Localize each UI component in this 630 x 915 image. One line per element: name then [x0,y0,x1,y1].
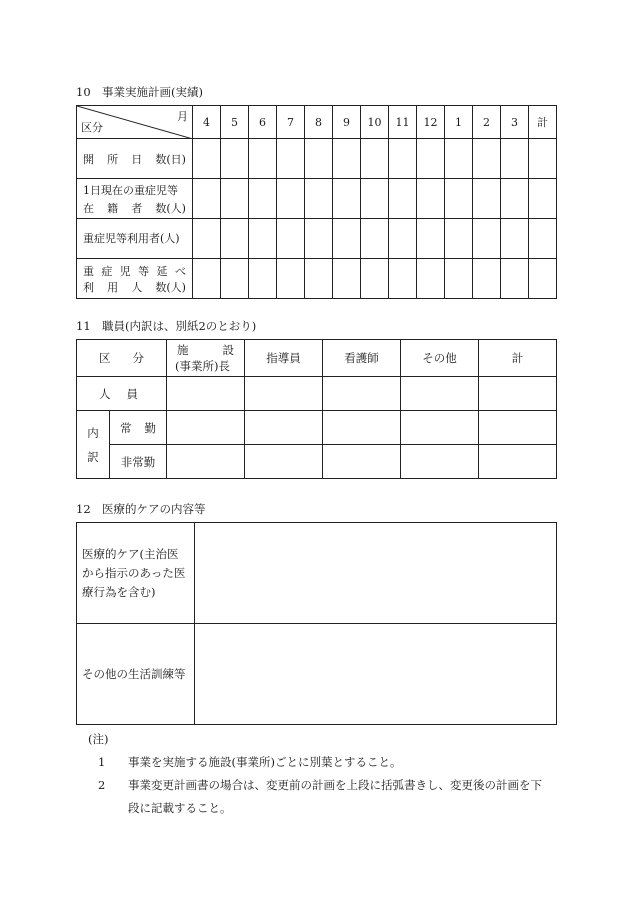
data-cell[interactable] [417,219,445,259]
section-11-title [76,318,256,334]
medical-care-table [76,522,557,725]
row-label-open-days [77,139,193,179]
data-cell[interactable] [361,219,389,259]
data-cell[interactable] [529,179,557,219]
data-cell[interactable] [323,377,401,411]
data-cell[interactable] [193,179,221,219]
month-header: 8 [305,106,333,139]
data-cell[interactable] [401,377,479,411]
data-cell[interactable] [277,219,305,259]
data-cell[interactable] [529,219,557,259]
label-char: 者 [131,202,143,215]
label-char: 数(人) [155,280,186,294]
section-title-text: 事業実施計画(実績) [102,85,203,99]
medical-care-content-cell[interactable] [195,523,557,624]
data-cell[interactable] [417,259,445,299]
label-char: 用 [107,280,119,294]
month-header: 3 [501,106,529,139]
data-cell[interactable] [479,445,557,479]
data-cell[interactable] [473,139,501,179]
data-cell[interactable] [445,139,473,179]
section-number: 12 [76,502,91,516]
month-header: 11 [389,106,417,139]
table-row-enrolled [77,179,557,219]
month-header: 9 [333,106,361,139]
month-header: 6 [249,106,277,139]
header-nurse: 看護師 [323,340,401,377]
label-line: 療行為を含む) [82,584,156,599]
month-header: 12 [417,106,445,139]
section-title-text: 医療的ケアの内容等 [102,502,206,516]
data-cell[interactable] [221,139,249,179]
note-text: 事業を実施する施設(事業所)ごとに別葉とすること。 [128,755,402,769]
month-header: 7 [277,106,305,139]
note-number: 2 [98,778,106,792]
note-text-continued: 段に記載すること。 [128,801,232,815]
data-cell[interactable] [333,219,361,259]
data-cell[interactable] [245,411,323,445]
table-row-total-users [77,259,557,299]
label-char: 児 [119,264,131,278]
label-char: 等 [138,264,150,278]
data-cell[interactable] [305,179,333,219]
row-label-life-training: その他の生活訓練等 [77,624,195,725]
label-line: から指示のあった医 [82,565,186,580]
data-cell[interactable] [479,411,557,445]
row-label-fulltime [110,411,167,445]
data-cell[interactable] [501,219,529,259]
corner-month-label: 月 [177,110,188,123]
label-char: べ [174,264,186,278]
business-plan-table [76,105,557,299]
notes [88,728,558,820]
corner-header-cell [77,106,193,139]
label-line: (事業所)長 [175,359,230,373]
header-category [77,340,167,377]
staff-row-fulltime [77,411,557,445]
data-cell[interactable] [361,139,389,179]
label-char: 常 [120,420,132,435]
label-char: 内 [87,425,99,440]
label-char: 延 [156,264,168,278]
label-char: 在 [83,202,94,215]
row-label-staff [77,377,167,411]
data-cell[interactable] [389,219,417,259]
label-char: 施 [177,343,189,357]
data-cell[interactable] [277,139,305,179]
label-char: 人 [99,386,111,401]
data-cell[interactable] [245,445,323,479]
data-cell[interactable] [501,259,529,299]
label-char: 区 [99,351,111,365]
data-cell[interactable] [417,179,445,219]
row-label-parttime: 非常勤 [110,445,167,479]
data-cell[interactable] [167,377,245,411]
section-number: 10 [76,85,91,99]
label-line: 1日現在の重症児等 [83,184,178,197]
table-row-open-days [77,139,557,179]
data-cell[interactable] [529,139,557,179]
note-item [88,751,558,774]
section-title-text: 職員(内訳は、別紙2のとおり) [102,319,257,333]
data-cell[interactable] [401,445,479,479]
data-cell[interactable] [193,219,221,259]
month-header: 1 [445,106,473,139]
section-12-title [76,501,206,517]
data-cell[interactable] [389,179,417,219]
data-cell[interactable] [323,411,401,445]
row-label-total-users [77,259,193,299]
label-line: 重症児等利用者(人) [83,232,180,245]
data-cell[interactable] [277,179,305,219]
row-label-users [77,219,193,259]
data-cell[interactable] [501,179,529,219]
data-cell[interactable] [473,179,501,219]
staff-table [76,339,557,479]
data-cell[interactable] [167,445,245,479]
data-cell[interactable] [221,219,249,259]
data-cell[interactable] [277,259,305,299]
month-header: 5 [221,106,249,139]
data-cell[interactable] [249,179,277,219]
data-cell[interactable] [445,219,473,259]
data-cell[interactable] [245,377,323,411]
note-number: 1 [98,755,106,769]
data-cell[interactable] [501,139,529,179]
data-cell[interactable] [221,259,249,299]
medical-care-row [77,523,557,624]
label-line: 医療的ケア(主治医 [82,546,179,561]
staff-header-row [77,340,557,377]
label-char: 日 [131,152,143,166]
note-text: 事業変更計画書の場合は、変更前の計画を上段に括弧書きし、変更後の計画を下 [128,778,542,792]
data-cell[interactable] [333,139,361,179]
label-char: 分 [132,351,144,365]
data-cell[interactable] [529,259,557,299]
row-label-medical-care [77,523,195,624]
data-cell[interactable] [305,139,333,179]
data-cell[interactable] [333,259,361,299]
data-cell[interactable] [417,139,445,179]
staff-row-total [77,377,557,411]
month-header: 計 [529,106,557,139]
staff-row-parttime [77,445,557,479]
data-cell[interactable] [361,259,389,299]
label-char: 員 [126,386,138,401]
label-char: 設 [222,343,234,357]
data-cell[interactable] [249,259,277,299]
data-cell[interactable] [167,411,245,445]
label-char: 人 [131,280,143,294]
label-char: 勤 [144,420,156,435]
life-training-content-cell[interactable] [195,624,557,725]
notes-header: (注) [88,732,109,746]
data-cell[interactable] [305,219,333,259]
data-cell[interactable] [473,219,501,259]
label-char: 数(日) [155,152,186,166]
corner-category-label: 区分 [81,121,103,134]
month-header: 4 [193,106,221,139]
data-cell[interactable] [249,219,277,259]
label-char: 所 [107,152,119,166]
data-cell[interactable] [361,179,389,219]
label-char: 重 [83,264,94,278]
month-header-row [77,106,557,139]
data-cell[interactable] [249,139,277,179]
data-cell[interactable] [445,179,473,219]
month-header: 2 [473,106,501,139]
label-char: 数(人) [155,202,186,215]
row-label-enrolled [77,179,193,219]
header-instructor: 指導員 [245,340,323,377]
breakdown-label [77,411,110,479]
section-number: 11 [76,319,91,333]
label-char: 利 [83,280,94,294]
data-cell[interactable] [389,139,417,179]
data-cell[interactable] [323,445,401,479]
header-total: 計 [479,340,557,377]
data-cell[interactable] [479,377,557,411]
data-cell[interactable] [445,259,473,299]
section-10-title [76,84,203,100]
header-other: その他 [401,340,479,377]
table-row-users [77,219,557,259]
data-cell[interactable] [221,179,249,219]
label-char: 症 [101,264,113,278]
month-header: 10 [361,106,389,139]
data-cell[interactable] [401,411,479,445]
label-char: 訳 [87,449,99,464]
label-char: 籍 [107,202,119,215]
data-cell[interactable] [193,139,221,179]
note-item [88,774,558,820]
label-char: 開 [83,152,94,166]
data-cell[interactable] [473,259,501,299]
data-cell[interactable] [305,259,333,299]
data-cell[interactable] [193,259,221,299]
life-training-row [77,624,557,725]
header-facility-head [167,340,245,377]
data-cell[interactable] [333,179,361,219]
data-cell[interactable] [389,259,417,299]
